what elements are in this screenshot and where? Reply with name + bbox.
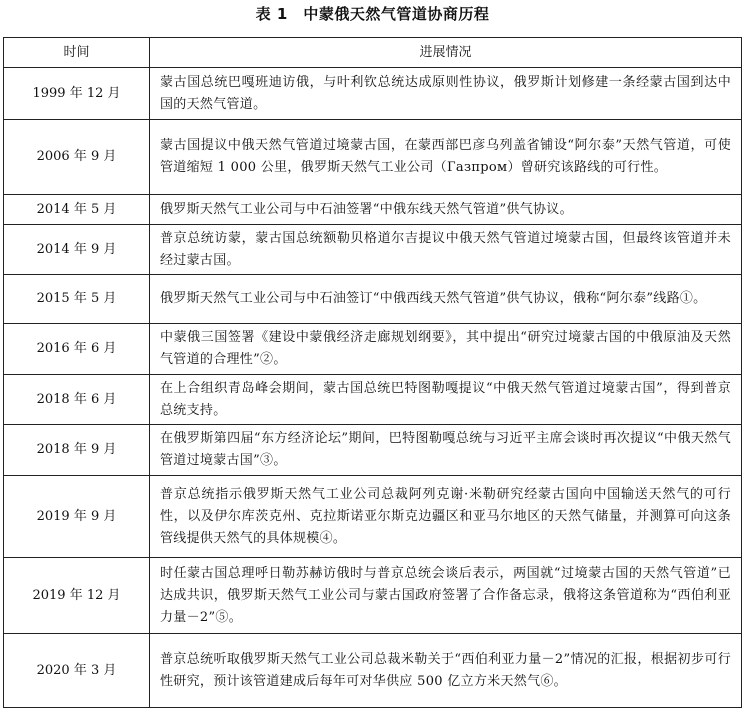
row-time: 2016 年 6 月 xyxy=(4,324,150,375)
row-time: 2006 年 9 月 xyxy=(4,120,150,195)
row-time: 2014 年 9 月 xyxy=(4,225,150,275)
table-row xyxy=(4,375,742,425)
row-time: 2015 年 5 月 xyxy=(4,275,150,324)
row-description: 俄罗斯天然气工业公司与中石油签署“中俄东线天然气管道”供气协议。 xyxy=(150,195,742,225)
row-time: 1999 年 12 月 xyxy=(4,68,150,120)
row-description: 普京总统听取俄罗斯天然气工业公司总裁米勒关于“西伯利亚力量－2”情况的汇报，根据初步可行性研究，预计该管道建成后每年可对华供应 500 亿立方米天然气⑥。 xyxy=(150,634,742,708)
table-row xyxy=(4,324,742,375)
row-description: 俄罗斯天然气工业公司与中石油签订“中俄西线天然气管道”供气协议，俄称“阿尔泰”线路①。 xyxy=(150,275,742,324)
row-description: 时任蒙古国总理呼日勒苏赫访俄时与普京总统会谈后表示，两国就“过境蒙古国的天然气管道”已达成共识，俄罗斯天然气工业公司与蒙古国政府签署了合作备忘录，俄将这条管道称为“西伯利亚力量－2”⑤。 xyxy=(150,558,742,634)
table-row xyxy=(4,68,742,120)
table-row xyxy=(4,225,742,275)
progress-column-header: 进展情况 xyxy=(150,38,742,68)
negotiation-history-table xyxy=(3,37,742,708)
row-time: 2018 年 9 月 xyxy=(4,425,150,476)
row-time: 2020 年 3 月 xyxy=(4,634,150,708)
row-description: 中蒙俄三国签署《建设中蒙俄经济走廊规划纲要》，其中提出“研究过境蒙古国的中俄原油及天然气管道的合理性”②。 xyxy=(150,324,742,375)
row-time: 2019 年 12 月 xyxy=(4,558,150,634)
table-row xyxy=(4,120,742,195)
table-row xyxy=(4,425,742,476)
table-header-row xyxy=(4,38,742,68)
row-description: 蒙古国总统巴嘎班迪访俄，与叶利钦总统达成原则性协议，俄罗斯计划修建一条经蒙古国到达中国的天然气管道。 xyxy=(150,68,742,120)
table-caption: 表 1 中蒙俄天然气管道协商历程 xyxy=(255,5,490,23)
row-time: 2018 年 6 月 xyxy=(4,375,150,425)
row-description: 在上合组织青岛峰会期间，蒙古国总统巴特图勒嘎提议“中俄天然气管道过境蒙古国”，得到普京总统支持。 xyxy=(150,375,742,425)
time-column-header: 时间 xyxy=(4,38,150,68)
table-row xyxy=(4,476,742,558)
table-row xyxy=(4,275,742,324)
row-description: 普京总统指示俄罗斯天然气工业公司总裁阿列克谢·米勒研究经蒙古国向中国输送天然气的可行性，以及伊尔库茨克州、克拉斯诺亚尔斯克边疆区和亚马尔地区的天然气储量，并测算可向这条管线提供天然气的具体规模④。 xyxy=(150,476,742,558)
table-row xyxy=(4,195,742,225)
row-description: 普京总统访蒙，蒙古国总统额勒贝格道尔吉提议中俄天然气管道过境蒙古国，但最终该管道并未经过蒙古国。 xyxy=(150,225,742,275)
row-description: 蒙古国提议中俄天然气管道过境蒙古国，在蒙西部巴彦乌列盖省铺设“阿尔泰”天然气管道，可使管道缩短 1 000 公里，俄罗斯天然气工业公司（Газпром）曾研究该路线的可行性。 xyxy=(150,120,742,195)
table-row xyxy=(4,558,742,634)
row-time: 2014 年 5 月 xyxy=(4,195,150,225)
table-row xyxy=(4,634,742,708)
row-description: 在俄罗斯第四届“东方经济论坛”期间，巴特图勒嘎总统与习近平主席会谈时再次提议“中俄天然气管道过境蒙古国”③。 xyxy=(150,425,742,476)
row-time: 2019 年 9 月 xyxy=(4,476,150,558)
